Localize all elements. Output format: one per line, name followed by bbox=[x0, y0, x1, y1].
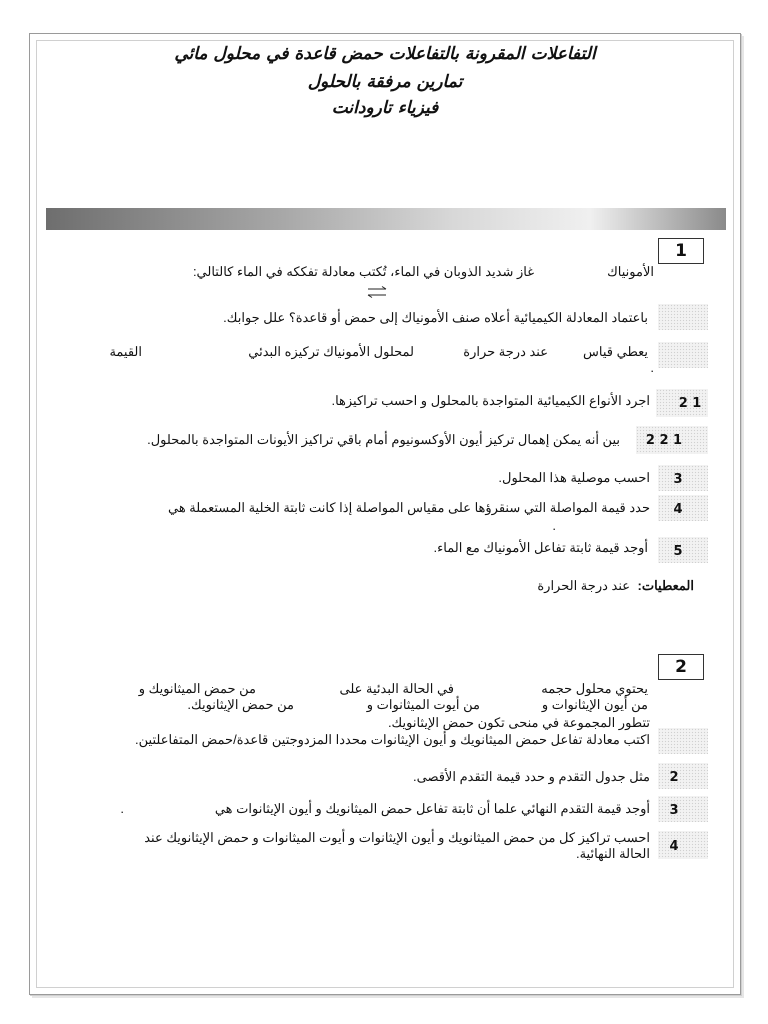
ex2-q1-text: اكتب معادلة تفاعل حمض الميثانويك و أيون الإيثانوات محددا المزدوجتين قاعدة/حمض المتفاعلتين. bbox=[135, 732, 650, 747]
double-arrow-icon bbox=[366, 286, 388, 298]
ex2-line1-b: في الحالة البدئية على bbox=[339, 681, 454, 696]
doc-author: فيزياء تارودانت bbox=[331, 98, 439, 118]
section-divider-bar bbox=[46, 208, 726, 230]
ex1-q3-number: 3 bbox=[673, 471, 683, 487]
doc-subtitle: تمارين مرفقة بالحلول bbox=[307, 72, 463, 92]
ex2-q1-marker bbox=[658, 728, 708, 754]
ex1-data-label: المعطيات: bbox=[637, 578, 694, 593]
ex2-q4-text-2: الحالة النهائية. bbox=[575, 846, 650, 861]
ex1-q4-dot: . bbox=[552, 518, 556, 533]
ex2-q4-text-1: احسب تراكيز كل من حمض الميثانويك و أيون الإيثانوات و أيوت الميثانوات و حمض الإيثانويك عند bbox=[144, 830, 650, 845]
ex1-intro-right: غاز شديد الذوبان في الماء، تُكتب معادلة تفككه في الماء كالتالي: bbox=[192, 264, 534, 279]
ex1-q221-text: بين أنه يمكن إهمال تركيز أيون الأوكسونيوم أمام باقي تراكيز الأيونات المتواجدة بالمحلول. bbox=[147, 432, 620, 447]
ex1-q4-text: حدد قيمة المواصلة التي سنقرؤها على مقياس المواصلة إذا كانت ثابتة الخلية المستعملة هي bbox=[167, 500, 650, 515]
ex1-given-b: عند درجة حرارة bbox=[463, 344, 548, 359]
ex1-given-d: القيمة bbox=[109, 344, 142, 359]
ex1-given-dot: . bbox=[650, 360, 654, 375]
ex1-q21-text: اجرد الأنواع الكيميائية المتواجدة بالمحلول و احسب تراكيزها. bbox=[331, 393, 650, 408]
ex2-line3: تتطور المجموعة في منحى تكون حمض الإيثانويك. bbox=[387, 715, 650, 730]
ex1-q3-text: احسب موصلية هذا المحلول. bbox=[498, 470, 650, 485]
exercise-2-number: 2 bbox=[658, 654, 704, 680]
doc-title: التفاعلات المقرونة بالتفاعلات حمض قاعدة في محلول مائي bbox=[174, 44, 596, 64]
ex2-line1-c: من حمض الميثانويك و bbox=[138, 681, 256, 696]
ex2-line1-a: يحتوي محلول حجمه bbox=[541, 681, 648, 696]
exercise-1-number: 1 bbox=[658, 238, 704, 264]
ex1-q221-number: 2 2 1 bbox=[645, 432, 683, 448]
ex1-data-text: عند درجة الحرارة bbox=[537, 578, 630, 593]
ex2-q3-dot: . bbox=[120, 801, 124, 816]
ex1-q5-text: أوجد قيمة ثابتة تفاعل الأمونياك مع الماء. bbox=[433, 540, 648, 555]
ex2-q3-number: 3 bbox=[669, 802, 679, 818]
ex1-given-c: لمحلول الأمونياك تركيزه البدئي bbox=[248, 344, 414, 359]
ex1-q21-number: 2 1 bbox=[678, 395, 702, 411]
ex2-q2-text: مثل جدول التقدم و حدد قيمة التقدم الأقصى. bbox=[413, 769, 650, 784]
ex2-q3-text: أوجد قيمة التقدم النهائي علما أن ثابتة تفاعل حمض الميثانويك و أيون الإيثانوات هي bbox=[214, 801, 650, 816]
ex2-line2-a: من أيون الإيثانوات و bbox=[541, 697, 648, 712]
ex2-q4-number: 4 bbox=[669, 838, 679, 854]
ex2-line2-c: من حمض الإيثانويك. bbox=[187, 697, 294, 712]
ex1-intro-left: الأمونياك bbox=[607, 264, 654, 279]
ex1-given-a: يعطي قياس bbox=[583, 344, 648, 359]
ex1-q5-number: 5 bbox=[673, 543, 683, 559]
ex1-given-marker bbox=[658, 342, 708, 368]
ex1-q4-number: 4 bbox=[673, 501, 683, 517]
ex1-q1-marker bbox=[658, 304, 708, 330]
ex1-q-classify: باعتماد المعادلة الكيميائية أعلاه صنف الأمونياك إلى حمض أو قاعدة؟ علل جوابك. bbox=[223, 310, 648, 325]
ex2-line2-b: من أيوت الميثانوات و bbox=[366, 697, 480, 712]
ex2-q2-number: 2 bbox=[669, 769, 679, 785]
